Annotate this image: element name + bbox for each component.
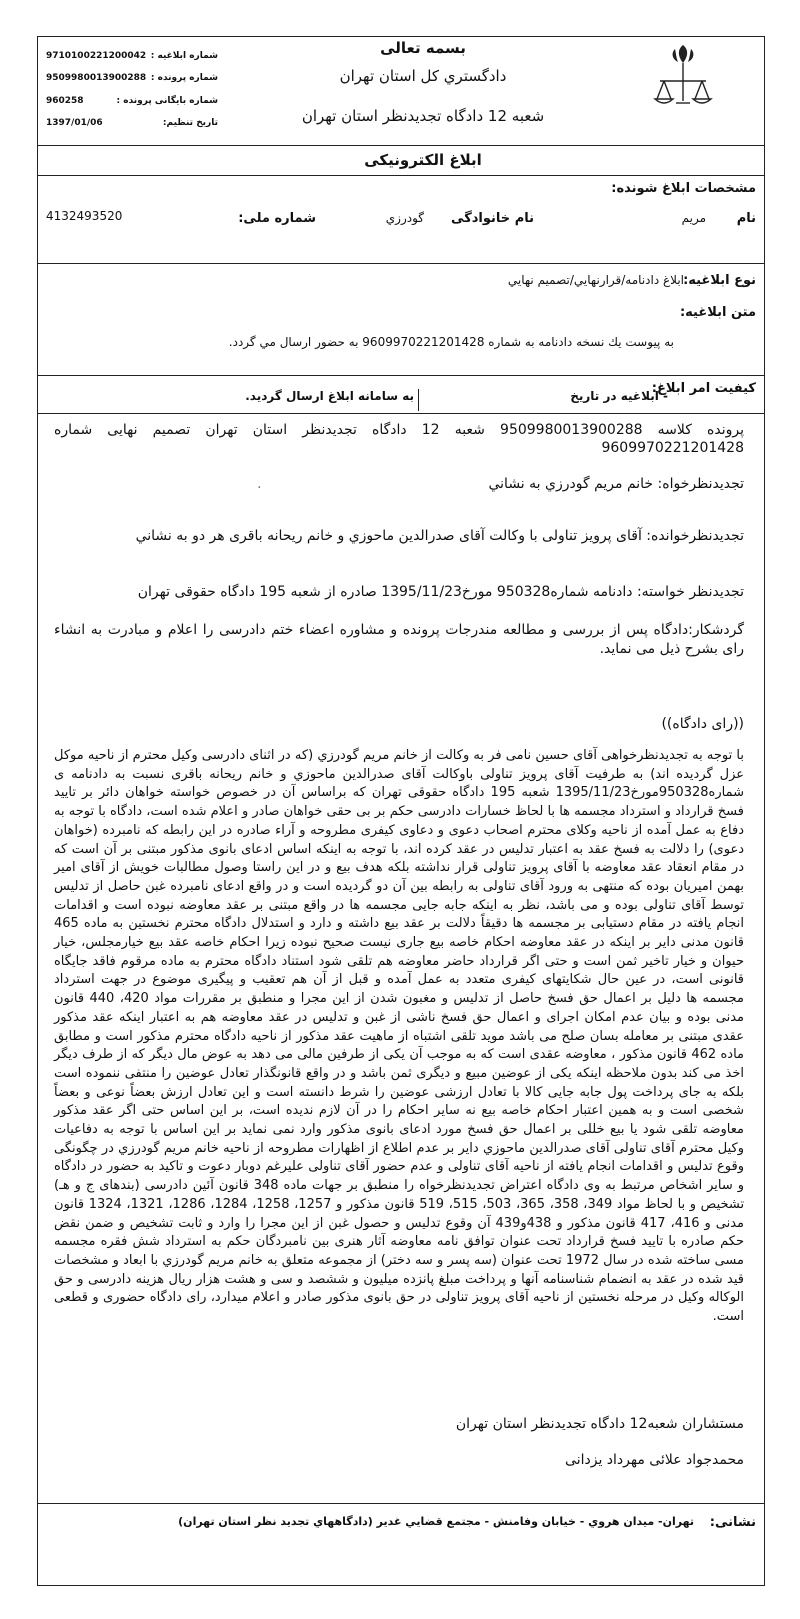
redacted-address: . (257, 476, 485, 492)
case-line: پرونده كلاسه 9509980013900288 شعبه 12 دادگاه تجديدنظر استان تهران تصميم نهايى شماره 9609970221201428 (54, 422, 744, 456)
verdict-text: با توجه به تجديدنظرخواهى آقاى حسين نامى فر به وكالت از خانم مريم گودرزي (كه در اثناى دادرسى وكيل محترم از ناحيه موكل عزل گرديده اند) به طرفيت آقاى پرويز تناولى باوكالت آقاى صدرالدين ماحوزي و خانم ريحانه باقرى نسبت به دادنامه ى شماره950328مورخ1395/11/23 شعبه 195 دادگاه حقوقى تهران كه براساس آن در خصوص خواسته خواهان دائر بر تاييد فسخ قرارداد و استرداد مجسمه ها با لحاظ خسارات دادرسى حكم بر بى حقى خواهان صادر و اعلام شده است، دادگاه با توجه به دفاع به عمل آمده از ناحيه وكلاى محترم اصحاب دعوى و دعاوى كيفرى مطروحه و آراء صادره در اين رابطه كه نامبرده (خواهان دعوى) را دلالت به فسخ عقد به اعتبار تدليس در عقد كرده اند، با توجه به اينكه اساس ادعاى بانوى مذكور مبتنى بر آن است كه در مقام انعقاد عقد معاوضه با آقاى پرويز تناولى قرار نداشته بلكه هدف بيع و در اين راستا وصول مطالبات خويش از آقاى امير بهمن اميريان بوده كه منتهى به ورود آقاى تناولى به رابطه بين آن دو گرديده است و در واقع ادعاى نامبرده غبن حاصل از تدليس توسط آقاى تناولى بوده و مى باشد، نظر به اينكه جابه جايى مجسمه ها در واقع مبتنى بر عقد معاوضه نبوده است و اقدامات انجام يافته در مقام دستيابى بر مجسمه ها دقيقاً دلالت بر عقد بيع داشته و دارد و استدلال دادگاه محترم نخستين به ماده 465 قانون مدنى داير بر اينكه در عقد معاوضه احكام خاصه بيع جارى نيست صحيح نبوده زيرا احكام خاصه عقد بيع خيارمجلس، خيار حيوان و خيار تاخير ثمن است و حتى اگر قرارداد حاضر معاوضه هم تلقى شود استناد دادگاه محترم به ماده مرقوم فاقد جايگاه قانونى است، در عين حال شكايتهاى كيفرى متعدد به عمل آمده و قبل از آن هم تعقيب و پيگيرى موضوع در جهت استرداد مجسمه ها دليل بر اعمال حق فسخ حاصل از تدليس و مغبون شدن از اين مجرا و منطبق بر مقررات مواد 420، 440 قانون مدنى بوده و بيان عدم امكان اجراى و اعمال حق فسخ ناشى از غبن و تدليس در عقد معاوضه هم به اعتبار اينكه عقد مذكور عقدى مبتنى بر معامله بسان صلح مى باشد مويد تلقى اشتباه از ماهيت عقد مذكور از ناحيه دادگاه محترم مذكور است و مطابق ماده 462 قانون مذكور ، معاوضه عقدى است كه به موجب آن يكى از طرفين مالى مى دهد به عوض مال ديگر كه از طرف ديگر اخذ مى كند بدون ملاحظه اينكه يكى از عوضين مبيع و ديگرى ثمن باشد و در واقع قانونگذار تعادل عوضين را منتفى ننموده است بلكه به جاى پرداخت پول جابه جايى كالا با تعادل ارزشى عوضين را شرط دانسته است و اين تعادل ارزش بعضاً نوعى و بعضاً شخصى است و به همين اعتبار احكام خاصه بيع نه ساير احكام را در آن لازم نديده است، بر اين اساس حتى اگر عقد مذكور معاوضه تلقى شود يا بيع خللى بر اعمال حق فسخ مورد ادعاى بانوى مذكور وارد نمى نمايد بر اين اساس با توجه به دفاعيات وكيل محترم آقاى تناولى آقاى صدرالدين ماحوزي داير بر عدم اطلاع از اظهارات مطروحه از ناحيه خانم مريم گودرزي در چگونگى وقوع تدليس و اقدامات انجام يافته از ناحيه آقاى تناولى و عدم حضور آقاى تناولى عليرغم دوبار دعوت و تاكيد به حضور در دادگاه و ساير اشخاص مرتبط به وى دادگاه اعتراض تجديدنظرخواه را منطبق بر جهات ماده 348 قانون آئين دادرسى (بندهاى ج و هـ) تشخيص و با لحاظ مواد 349، 358، 365، 503، 515، 519 قانون مذكور و 1257، 1258، 1284، 1286، 1321، 1324 قانون مدنى و 416، 417 قانون مذكور و 438و439 آن وقوع تدليس و حصول غبن از اين مجرا را وارد و ثابت تشخيص و ضمن نقض حكم صادره با تاييد فسخ قرارداد تحت عنوان توافق نامه معاوضه آثار هنرى بين نامبردگان حكم به استرداد شش فقره مجسمه مسى ساخته شده در سال 1972 تحت عنوان (سه پسر و سه دختر) از مجموعه متعلق به خانم مريم گودرزي با ابعاد و مشخصات قيد شده در عقد به انضمام شناسنامه آنها و پرداخت مبلغ پانزده ميليون و ششصد و سى و هشت هزار ريال هزينه دادرسى و حق الوكاله وكيل در مرحله نخستين از ناحيه آقاى پرويز تناولى در حق بانوى مذكور صادر و اعلام ميدارد، راى دادگاه حضورى و قطعى است. (54, 748, 745, 1325)
meta-label-notice-number: شماره ابلاغيه : (150, 51, 218, 61)
recipient-name-label: نام (736, 211, 756, 226)
address-value: تهران- ميدان هروي - خيابان وفامنش - مجتمع قضايي غدير (دادگاههاي تجديد نظر استان تهران) (178, 1515, 694, 1528)
notice-text-value: به پيوست يك نسخه دادنامه به شماره 9609970221201428 به حضور ارسال مي گردد. (228, 335, 674, 349)
respondent-line: تجديدنظرخوانده: آقاى پرويز تناولى با وكالت آقاى صدرالدين ماحوزي و خانم ريحانه باقرى هر دو به نشاني (135, 528, 744, 544)
recipient-family-value: گودرزي (385, 211, 424, 225)
meta-value-issue-date: 1397/01/06 (46, 118, 103, 128)
meta-value-archive-number: 960258 (46, 96, 84, 106)
recipient-section-title: مشخصات ابلاغ شونده: (611, 181, 756, 196)
recipient-family-label: نام خانوادگى (451, 211, 534, 226)
verdict-title: ((راى دادگاه)) (661, 716, 744, 732)
quality-system-status: به سامانه ابلاغ ارسال گرديد. (245, 389, 414, 403)
address-label: نشانى: (709, 1515, 756, 1530)
advisors-line: مستشاران شعبه12 دادگاه تجديدنظر استان تهران (455, 1416, 744, 1432)
quality-date: - ابلاغيه در تاريخ (570, 389, 668, 403)
notice-document (37, 36, 765, 1586)
judges-line: محمدجواد علائى مهرداد يزدانى (565, 1452, 744, 1468)
appellant-line (54, 475, 744, 494)
meta-label-archive-number: شماره بايگانى پرونده : (116, 96, 218, 106)
meta-value-notice-number: 9710100221200042 (46, 51, 147, 61)
recipient-national-value: 4132493520 (46, 209, 123, 223)
quality-label: كيفيت امر ابلاغ: (651, 381, 756, 396)
request-line: تجديدنظر خواسته: دادنامه شماره950328 مورخ1395/11/23 صادره از شعبه 195 دادگاه حقوقى تهران (137, 584, 744, 600)
branch-name: شعبه 12 دادگاه تجديدنظر استان تهران (301, 107, 545, 125)
notice-type-value: ابلاغ دادنامه/قرارنهايي/تصميم نهايي (507, 273, 684, 287)
iran-emblem-icon (652, 41, 714, 119)
notice-title: ابلاغ الكترونيكى (364, 151, 482, 169)
notice-type-label: نوع ابلاغيه: (683, 273, 756, 288)
meta-value-case-number: 9509980013900288 (46, 73, 147, 83)
appellant-text: تجديدنظرخواه: خانم مريم گودرزي به نشاني (488, 476, 744, 492)
notice-text-label: متن ابلاغيه: (679, 305, 756, 320)
meta-label-issue-date: تاريخ تنظيم: (162, 118, 218, 128)
court-name: دادگستري كل استان تهران (339, 67, 507, 85)
bismillah: بسمه تعالى (380, 39, 466, 57)
recipient-name-value: مريم (681, 211, 706, 225)
meta-label-case-number: شماره پرونده : (150, 73, 218, 83)
proceedings-text: گردشكار:دادگاه پس از بررسى و مطالعه مندرجات پرونده و مشاوره اعضاء ختم دادرسى را اعلام و مبادرت به انشاء راى بشرح ذيل مى نمايد. (54, 622, 744, 657)
recipient-national-label: شماره ملى: (238, 211, 316, 226)
